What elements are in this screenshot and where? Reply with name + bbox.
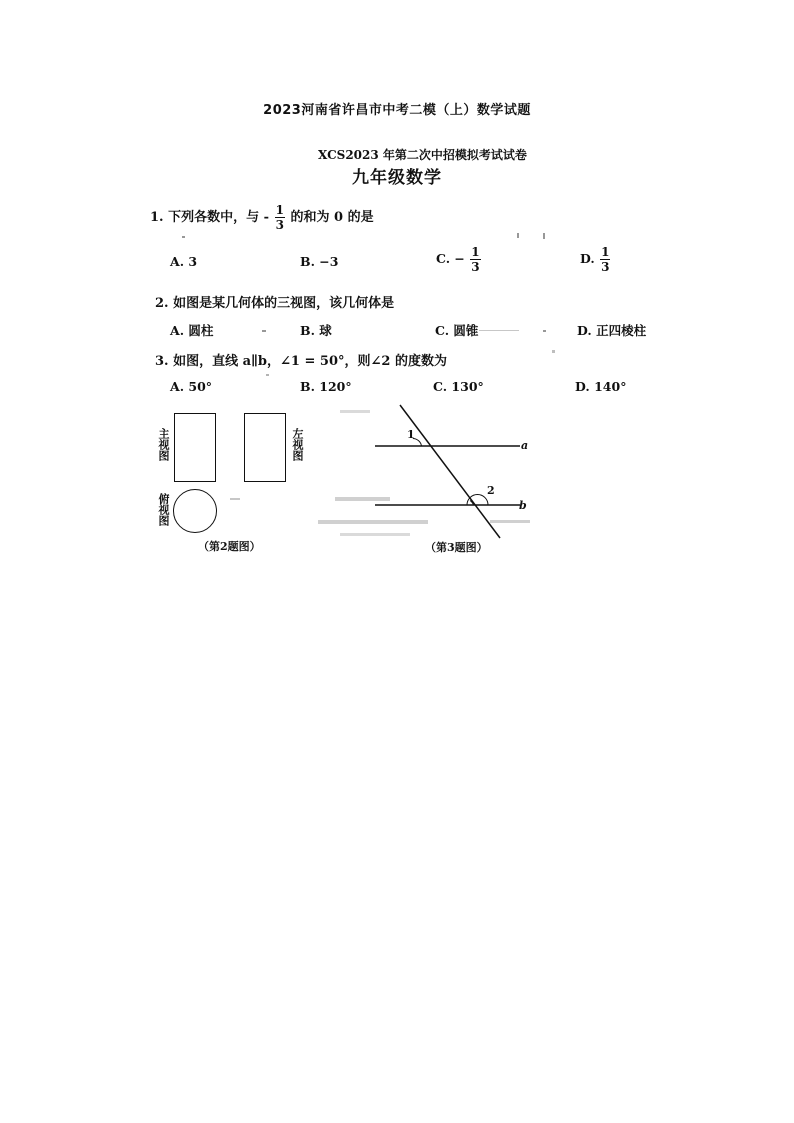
q1-option-d	[580, 246, 611, 273]
question-2: 2. 如图是某几何体的三视图，该几何体是	[155, 296, 395, 311]
fraction-numerator: 1	[471, 245, 480, 259]
q1-option-c	[436, 246, 482, 273]
q2-option-b: B. 球	[300, 323, 332, 338]
line-b-label: b	[519, 499, 527, 512]
q2-option-a: A. 圆柱	[170, 323, 214, 338]
question-1	[150, 204, 374, 231]
angle-2-arc-outer	[467, 495, 488, 506]
q1-option-c-prefix: C. −	[436, 251, 465, 266]
paper-subtitle: XCS2023 年第二次中招模拟考试试卷	[318, 148, 527, 162]
question-1-prefix: 1. 下列各数中，与	[150, 210, 260, 225]
top-view-label: 俯视图	[157, 493, 170, 526]
line-a-label: a	[521, 439, 529, 452]
document-title: 2023河南省许昌市中考二模（上）数学试题	[263, 103, 531, 118]
q1-option-d-fraction	[600, 246, 610, 273]
q1-option-c-fraction	[470, 246, 480, 273]
fraction-numerator: 1	[601, 245, 610, 259]
front-view-label: 主视图	[157, 428, 170, 461]
fraction-denominator: 3	[601, 260, 610, 274]
top-view-circle	[173, 489, 217, 533]
q1-option-d-prefix: D.	[580, 251, 595, 266]
angle-1-label: 1	[407, 428, 415, 441]
question-1-fraction	[275, 204, 285, 231]
q3-option-c: C. 130°	[433, 379, 484, 394]
q3-option-a: A. 50°	[170, 379, 213, 394]
q1-option-a: A. 3	[170, 254, 198, 269]
left-view-rectangle	[244, 413, 286, 482]
left-view-label: 左视图	[291, 428, 304, 461]
q3-option-b: B. 120°	[300, 379, 352, 394]
front-view-rectangle	[174, 413, 216, 482]
figure-3-caption: （第3题图）	[425, 541, 488, 554]
transversal-line	[400, 405, 500, 538]
q2-option-c: C. 圆锥	[435, 323, 479, 338]
question-3: 3. 如图，直线 a∥b，∠1 = 50°，则∠2 的度数为	[155, 354, 447, 369]
paper-title: 九年级数学	[352, 168, 442, 188]
figure-2-caption: （第2题图）	[198, 540, 261, 553]
q1-option-b: B. −3	[300, 254, 339, 269]
figure-3-drawing	[370, 400, 540, 540]
question-1-fraction-sign: -	[263, 210, 270, 225]
q3-option-d: D. 140°	[575, 379, 627, 394]
fraction-denominator: 3	[275, 218, 284, 232]
angle-2-label: 2	[487, 484, 495, 497]
fraction-denominator: 3	[471, 260, 480, 274]
question-1-suffix: 的和为 0 的是	[290, 210, 374, 225]
fraction-numerator: 1	[275, 203, 284, 217]
q2-option-d: D. 正四棱柱	[577, 323, 647, 338]
